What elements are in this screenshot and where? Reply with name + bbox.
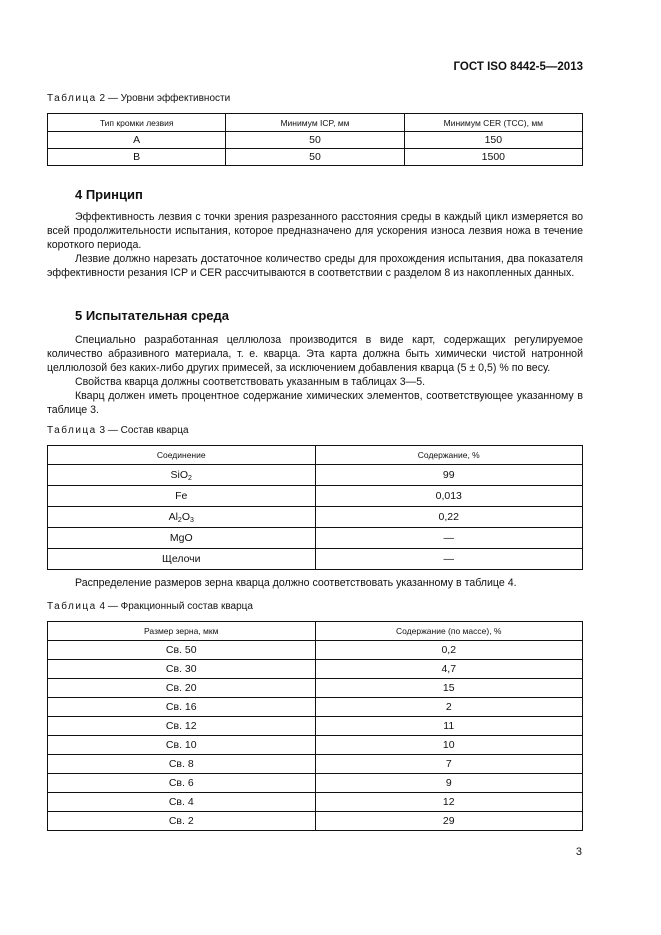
table4-header-cell: Размер зерна, мкм	[48, 622, 316, 641]
table-row	[48, 736, 583, 755]
table2-cell: 150	[404, 132, 582, 149]
table3-cell: Fe	[48, 486, 316, 507]
table3-cell: 0,013	[315, 486, 583, 507]
table-row	[48, 774, 583, 793]
table-row	[48, 717, 583, 736]
table3-cell: Щелочи	[48, 549, 316, 570]
table2-cell: 50	[226, 132, 404, 149]
table2-header-cell: Тип кромки лезвия	[48, 114, 226, 132]
table-row	[48, 641, 583, 660]
table4-cell: 29	[315, 812, 583, 831]
section4-title: 4 Принцип	[75, 187, 143, 202]
table3-caption-label: Таблица	[47, 425, 97, 436]
table2-caption-label: Таблица	[47, 93, 97, 104]
table2-cell: 1500	[404, 149, 582, 166]
table4-cell: Св. 20	[48, 679, 316, 698]
table2-cell: B	[48, 149, 226, 166]
table3-cell: MgO	[48, 528, 316, 549]
table-row	[48, 660, 583, 679]
table4-caption-text: 4 — Фракционный состав кварца	[99, 601, 253, 612]
table-row	[48, 698, 583, 717]
table3-caption-text: 3 — Состав кварца	[99, 425, 189, 436]
table-row	[48, 132, 583, 149]
table4-cell: 12	[315, 793, 583, 812]
table4	[47, 621, 583, 831]
section5-paragraph-3: Кварц должен иметь процентное содержание химических элементов, соответствующее указанному в таблице 3.	[47, 390, 583, 416]
table4-cell: Св. 30	[48, 660, 316, 679]
table4-cell: Св. 12	[48, 717, 316, 736]
table2-header-cell: Минимум ICP, мм	[226, 114, 404, 132]
table2-cell: A	[48, 132, 226, 149]
table3-cell: —	[315, 549, 583, 570]
page-number: 3	[575, 846, 582, 858]
document-code: ГОСТ ISO 8442-5—2013	[453, 61, 583, 73]
section5-title: 5 Испытательная среда	[75, 308, 229, 323]
table-row	[48, 755, 583, 774]
table3-cell: 99	[315, 465, 583, 486]
table-row	[48, 679, 583, 698]
table-row	[48, 465, 583, 486]
table4-cell: Св. 2	[48, 812, 316, 831]
table2-caption-text: 2 — Уровни эффективности	[99, 93, 231, 104]
table-row	[48, 528, 583, 549]
table3-cell: 0,22	[315, 507, 583, 528]
table3-cell: $Al_2O_3$	[48, 507, 316, 528]
table3-caption	[47, 425, 189, 436]
table4-caption-label: Таблица	[47, 601, 97, 612]
table-row	[48, 149, 583, 166]
table-row	[48, 507, 583, 528]
table2	[47, 113, 583, 166]
table2-header-cell: Минимум CER (TCC), мм	[404, 114, 582, 132]
table4-cell: Св. 8	[48, 755, 316, 774]
table4-cell: 10	[315, 736, 583, 755]
table4-caption	[47, 601, 253, 612]
table4-cell: Св. 16	[48, 698, 316, 717]
table2-caption	[47, 93, 230, 104]
section5-paragraph-2: Свойства кварца должны соответствовать указанным в таблицах 3—5.	[75, 376, 426, 388]
table4-cell: 7	[315, 755, 583, 774]
table-row	[48, 812, 583, 831]
table3-cell: —	[315, 528, 583, 549]
table2-cell: 50	[226, 149, 404, 166]
grain-paragraph: Распределение размеров зерна кварца должно соответствовать указанному в таблице 4.	[75, 577, 517, 589]
table-row	[48, 549, 583, 570]
table4-cell: 0,2	[315, 641, 583, 660]
section4-paragraph-1: Эффективность лезвия с точки зрения разрезанного расстояния среды в каждый цикл измеряется во всей продолжительности испытания, которое предназначено для ускорения износа лезвия ножа в течение короткого периода.	[47, 211, 583, 251]
table4-cell: 11	[315, 717, 583, 736]
table3-cell: SiO$_2$	[48, 465, 316, 486]
table4-cell: Св. 10	[48, 736, 316, 755]
table4-cell: 15	[315, 679, 583, 698]
table3	[47, 445, 583, 570]
table3-header-cell: Соединение	[48, 446, 316, 465]
table4-cell: Св. 6	[48, 774, 316, 793]
table4-cell: Св. 50	[48, 641, 316, 660]
table4-cell: 9	[315, 774, 583, 793]
table3-header-cell: Содержание, %	[315, 446, 583, 465]
table4-cell: 4,7	[315, 660, 583, 679]
table-row	[48, 793, 583, 812]
table4-header-cell: Содержание (по массе), %	[315, 622, 583, 641]
section5-paragraph-1: Специально разработанная целлюлоза производится в виде карт, содержащих регулируемое количество абразивного материала, т. е. кварца. Эта карта должна быть химически чистой натронной целлюлозой без каких-либо других примесей, за исключением добавления кварца (5 ± 0,5) % по весу.	[47, 334, 583, 374]
table-row	[48, 486, 583, 507]
section4-paragraph-2: Лезвие должно нарезать достаточное количество среды для прохождения испытания, два показателя эффективности резания ICP и CER рассчитываются в соответствии с разделом 8 из накопленных данных.	[47, 253, 583, 279]
table4-cell: 2	[315, 698, 583, 717]
table4-cell: Св. 4	[48, 793, 316, 812]
